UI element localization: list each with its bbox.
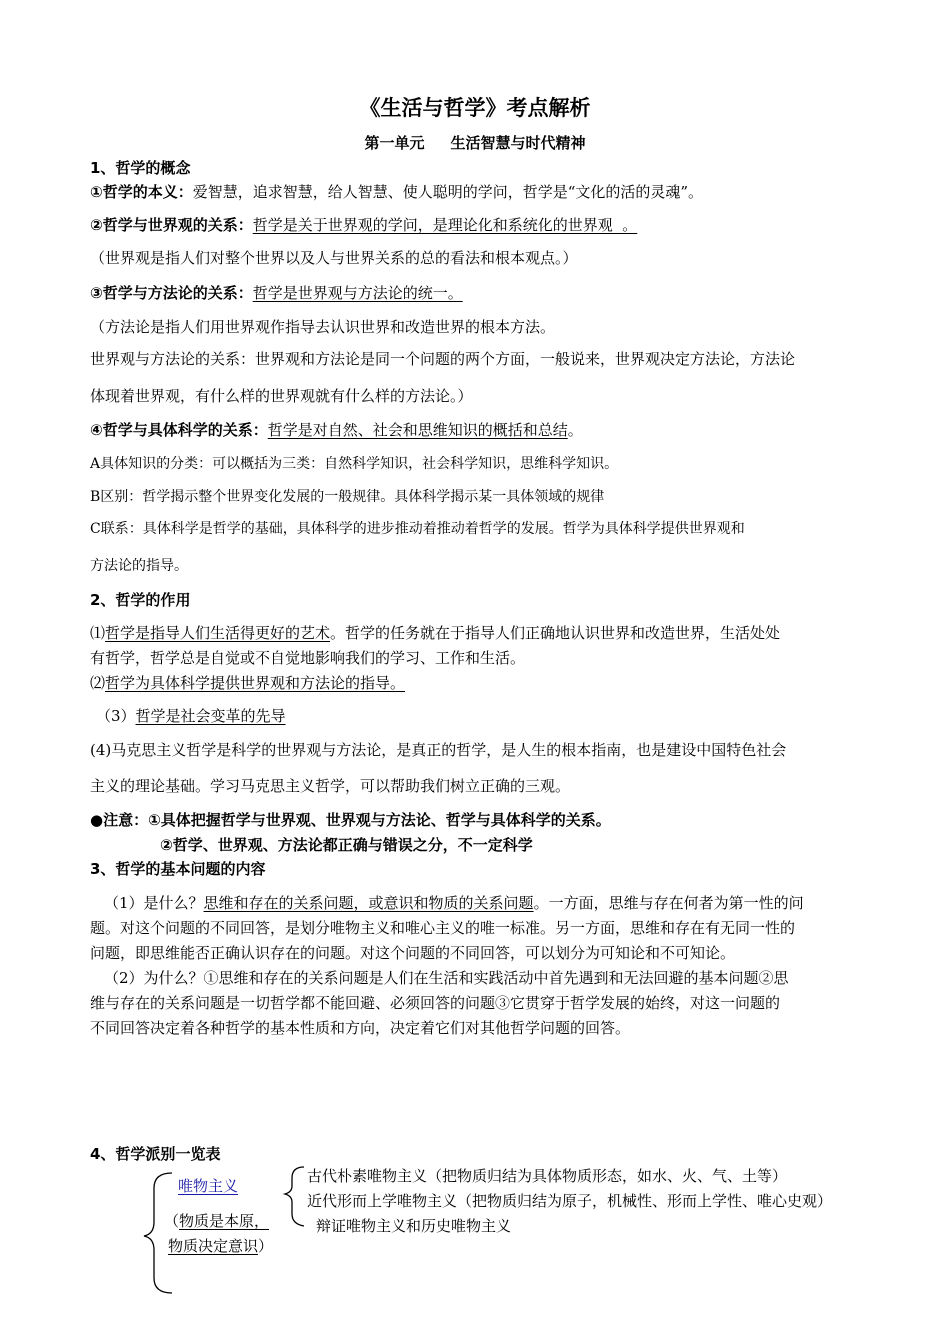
item-text: 爱智慧，追求智慧，给人智慧、使人聪明的学问，哲学是“文化的活的灵魂”。 — [192, 183, 704, 201]
basic-question-1-line-2: 题。对这个问题的不同回答，是划分唯物主义和唯心主义的唯一标准。另一方面，思维和存在有无同一性的 — [90, 919, 796, 937]
attention-note-2: ②哲学、世界观、方法论都正确与错误之分，不一定科学 — [160, 836, 533, 854]
item-number: ⑵ — [90, 674, 106, 692]
materialism-definition-line-2 — [168, 1236, 273, 1256]
definition-text: 物质是本原， — [179, 1212, 270, 1230]
item-prefix: （1）是什么？ — [104, 894, 204, 912]
attention-note-1: ●注意：①具体把握哲学与世界观、世界观与方法论、哲学与具体科学的关系。 — [90, 811, 611, 829]
methodology-note-1: （方法论是指人们用世界观作指导去认识世界和改造世界的根本方法。 — [90, 318, 556, 336]
item-text: 哲学是关于世界观的学问，是理论化和系统化的世界观 。 — [252, 216, 638, 234]
connection-text-2: 方法论的指导。 — [90, 558, 188, 574]
item-text: 。哲学的任务就在于指导人们正确地认识世界和改造世界，生活处处 — [330, 624, 781, 642]
role-item-1-line-2: 有哲学，哲学总是自觉或不自觉地影响我们的学习、工作和生活。 — [90, 649, 526, 667]
item-underlined: 思维和存在的关系问题，或意识和物质的关系问题 — [203, 894, 534, 912]
inner-brace — [285, 1167, 304, 1226]
methodology-note-3: 体现着世界观，有什么样的世界观就有什么样的方法论。） — [90, 387, 473, 405]
item-text: 。一方面，思维与存在何者为第一性的问 — [533, 894, 804, 912]
section-4-heading: 4、哲学派别一览表 — [90, 1145, 221, 1163]
item-text: 哲学是世界观与方法论的统一。 — [252, 284, 463, 302]
item-number: （3） — [96, 707, 136, 725]
item-number: ⑴ — [90, 624, 106, 642]
item-underlined: 哲学是社会变革的先导 — [135, 707, 286, 725]
branch-modern-metaphysical-materialism: 近代形而上学唯物主义（把物质归结为原子，机械性、形而上学性、唯心史观） — [307, 1192, 833, 1210]
basic-question-2-line-3: 不同回答决定着各种哲学的基本性质和方向，决定着它们对其他哲学问题的回答。 — [90, 1019, 631, 1037]
item-label: ③哲学与方法论的关系： — [90, 284, 253, 302]
role-item-4-line-1: (4)马克思主义哲学是科学的世界观与方法论，是真正的哲学，是人生的根本指南，也是建设中国特色社会 — [90, 741, 787, 759]
worldview-note: （世界观是指人们对整个世界以及人与世界关系的总的看法和根本观点。） — [90, 249, 578, 267]
section-1-heading: 1、哲学的概念 — [90, 159, 191, 177]
unit-title: 第一单元 生活智慧与时代精神 — [364, 134, 586, 152]
materialism-label: 唯物主义 — [178, 1177, 239, 1195]
item-underlined: 哲学是指导人们生活得更好的艺术 — [105, 624, 331, 642]
basic-question-1-line-3: 问题，即思维能否正确认识存在的问题。对这个问题的不同回答，可以划分为可知论和不可知论。 — [90, 944, 736, 962]
difference-text: B区别：哲学揭示整个世界变化发展的一般规律。具体科学揭示某一具体领域的规律 — [90, 489, 605, 505]
basic-question-2-line-1: （2）为什么？①思维和存在的关系问题是人们在生活和实践活动中首先遇到和无法回避的基本问题②思 — [104, 969, 789, 987]
paren-close: ） — [258, 1237, 274, 1255]
connection-text-1: C联系：具体科学是哲学的基础，具体科学的进步推动着推动着哲学的发展。哲学为具体科学提供世界观和 — [90, 521, 745, 537]
paren-open: （ — [164, 1212, 180, 1230]
knowledge-classification: A具体知识的分类：可以概括为三类：自然科学知识，社会科学知识，思维科学知识。 — [90, 456, 619, 472]
outer-brace — [144, 1173, 172, 1293]
basic-question-2-line-2: 维与存在的关系问题是一切哲学都不能回避、必须回答的问题③它贯穿于哲学发展的始终，对这一问题的 — [90, 994, 781, 1012]
materialism-definition-line-1 — [164, 1211, 269, 1231]
section-2-heading: 2、哲学的作用 — [90, 591, 191, 609]
role-item-4-line-2: 主义的理论基础。学习马克思主义哲学，可以帮助我们树立正确的三观。 — [90, 777, 571, 795]
item-label: ②哲学与世界观的关系： — [90, 216, 253, 234]
item-end: 。 — [567, 421, 583, 439]
branch-ancient-materialism: 古代朴素唯物主义（把物质归结为具体物质形态，如水、火、气、土等） — [307, 1167, 788, 1185]
section-3-heading: 3、哲学的基本问题的内容 — [90, 860, 266, 878]
methodology-note-2: 世界观与方法论的关系：世界观和方法论是同一个问题的两个方面，一般说来，世界观决定方法论，方法论 — [90, 350, 796, 368]
item-underlined: 哲学为具体科学提供世界观和方法论的指导。 — [105, 674, 406, 692]
branch-dialectical-historical-materialism: 辩证唯物主义和历史唯物主义 — [316, 1217, 512, 1235]
item-label: ④哲学与具体科学的关系： — [90, 421, 268, 439]
definition-text: 物质决定意识 — [168, 1237, 259, 1255]
document-title: 《生活与哲学》考点解析 — [359, 96, 591, 120]
item-label: ①哲学的本义： — [90, 183, 193, 201]
item-text: 哲学是对自然、社会和思维知识的概括和总结 — [267, 421, 568, 439]
